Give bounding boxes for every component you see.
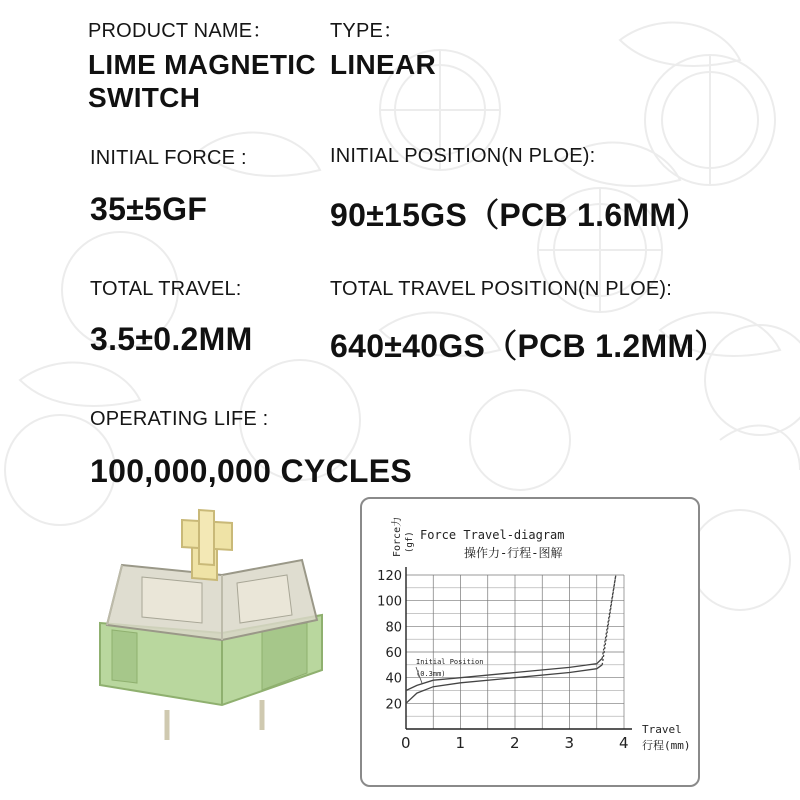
switch-illustration (82, 505, 342, 750)
type-label: TYPE： (330, 20, 404, 42)
type-value: LINEAR (330, 49, 437, 80)
y-tick-label: 120 (377, 569, 402, 584)
total-travel-position-value: 640±40GS（PCB 1.2MM） (330, 328, 727, 364)
total-travel-label: TOTAL TRAVEL: (90, 278, 242, 300)
x-tick-label: 4 (619, 734, 629, 752)
chart-xlabel: Travel (642, 723, 682, 736)
operating-life-value: 100,000,000 CYCLES (90, 453, 413, 489)
y-tick-label: 80 (385, 620, 402, 636)
product-name-value-line2: SWITCH (88, 82, 201, 113)
initial-force-value: 35±5GF (90, 191, 208, 227)
total-travel-value: 3.5±0.2MM (90, 321, 253, 357)
product-name-value-line1: LIME MAGNETIC (88, 49, 316, 80)
total-travel-position-label: TOTAL TRAVEL POSITION(N PLOE): (330, 278, 672, 300)
y-tick-label: 60 (385, 646, 402, 661)
initial-force-label: INITIAL FORCE : (90, 147, 247, 169)
chart-annotation-line2: (0.3mm) (416, 670, 446, 678)
chart-yunit: (gf) (405, 531, 415, 553)
x-tick-label: 3 (564, 734, 575, 752)
x-tick-label: 2 (510, 734, 520, 752)
initial-position-value: 90±15GS（PCB 1.6MM） (330, 197, 709, 233)
chart-title: Force Travel-diagram (420, 528, 565, 542)
y-tick-label: 20 (385, 697, 402, 713)
chart-annotation-line1: Initial Position (416, 658, 484, 666)
chart-xunit: 行程(mm) (642, 739, 691, 752)
force-travel-chart (360, 497, 700, 787)
product-name-label: PRODUCT NAME： (88, 20, 273, 42)
operating-life-label: OPERATING LIFE : (90, 408, 269, 430)
initial-position-label: INITIAL POSITION(N PLOE): (330, 145, 596, 167)
chart-svg (360, 497, 700, 787)
x-tick-label: 0 (401, 734, 411, 752)
y-tick-label: 40 (385, 671, 402, 687)
x-tick-label: 1 (455, 734, 466, 752)
y-tick-label: 100 (377, 594, 402, 610)
chart-grid (406, 575, 624, 729)
series-bottom-out-release (602, 575, 616, 665)
chart-subtitle: 操作力-行程-图解 (464, 546, 563, 560)
lime-switch-image (82, 505, 342, 750)
chart-ylabel: Force力 (392, 516, 403, 557)
